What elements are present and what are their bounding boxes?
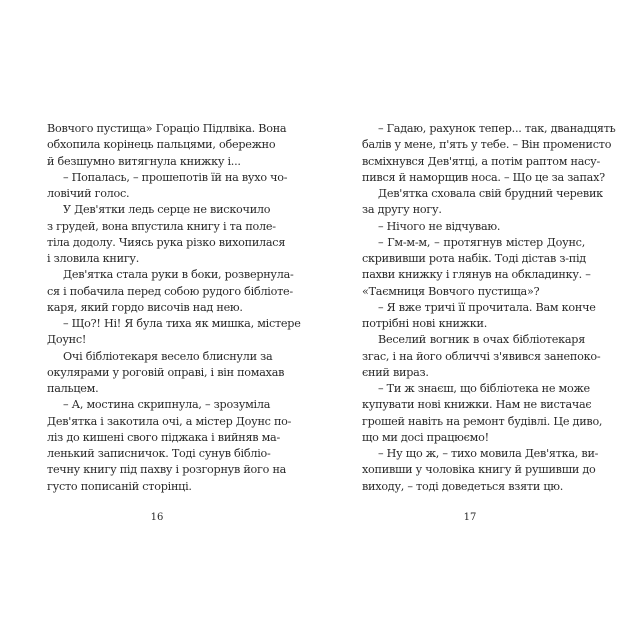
- text-line: пився й наморщив носа. – Що це за запах?: [362, 170, 605, 184]
- text-line: – Ти ж знаєш, що бібліотека не може: [378, 382, 590, 395]
- text-line: течну книгу під пахву і розгорнув його на: [47, 463, 287, 477]
- text-line: «Таємниця Вовчого пустища»?: [362, 284, 540, 298]
- text-line: густо пописаній сторінці.: [47, 479, 192, 493]
- text-line: ленький записничок. Тоді сунув бібліо-: [47, 447, 271, 460]
- text-line: окулярами у роговій оправі, і він помахав: [47, 365, 285, 379]
- text-line: єний вираз.: [362, 365, 429, 379]
- text-line: – Попалась, – прошепотів їй на вухо чо-: [63, 170, 288, 184]
- text-line: за другу ногу.: [362, 203, 442, 217]
- page-number: 17: [463, 512, 477, 523]
- right-page: [315, 0, 630, 630]
- text-line: Доунс!: [47, 333, 87, 347]
- text-line: ловічий голос.: [47, 187, 130, 200]
- text-line: що ми досі працюємо!: [362, 430, 489, 444]
- text-line: грошей навіть на ремонт будівлі. Це диво,: [362, 414, 603, 428]
- text-line: обхопила корінець пальцями, обережно: [47, 138, 276, 152]
- text-line: Веселий вогник в очах бібліотекаря: [378, 333, 585, 347]
- text-line: і зловила книгу.: [47, 252, 140, 265]
- text-line: згас, і на його обличчі з'явився занепоко-: [362, 349, 601, 363]
- left-page-text: [47, 121, 301, 495]
- text-line: купувати нові книжки. Нам не вистачає: [362, 398, 592, 412]
- text-line: – Гм-м-м, – протягнув містер Доунс,: [378, 235, 585, 249]
- text-line: – Ну що ж, – тихо мовила Дев'ятка, ви-: [378, 447, 599, 460]
- right-page-text: [362, 121, 616, 495]
- text-line: виходу, – тоді доведеться взяти цю.: [362, 479, 564, 493]
- text-line: ся і побачила перед собою рудого бібліоте-: [47, 284, 293, 298]
- text-line: – Нічого не відчуваю.: [378, 219, 501, 233]
- text-line: Дев'ятка стала руки в боки, розвернула-: [63, 268, 294, 282]
- text-line: балів у мене, п'ять у тебе. – Він променисто: [362, 138, 612, 152]
- text-line: Дев'ятка сховала свій брудний черевик: [378, 187, 603, 200]
- text-line: – Що?! Ні! Я була тиха як мишка, містере: [63, 317, 301, 330]
- text-line: каря, який гордо височів над нею.: [47, 300, 243, 314]
- text-line: Очі бібліотекаря весело блиснули за: [63, 349, 273, 363]
- text-line: – Я вже тричі її прочитала. Вам конче: [378, 300, 596, 314]
- text-line: Дев'ятка і закотила очі, а містер Доунс по-: [47, 414, 292, 428]
- text-line: У Дев'ятки ледь серце не вискочило: [63, 203, 271, 217]
- text-line: всміхнувся Дев'ятці, а потім раптом насу-: [362, 154, 601, 168]
- text-line: пахви книжку і глянув на обкладинку. –: [362, 268, 591, 282]
- text-line: потрібні нові книжки.: [362, 317, 488, 330]
- text-line: Вовчого пустища» Гораціо Підлвіка. Вона: [47, 122, 287, 135]
- text-line: пальцем.: [47, 382, 99, 395]
- text-line: скрививши рота набік. Тоді дістав з-під: [362, 252, 586, 265]
- text-line: тіла додолу. Чиясь рука різко вихопилася: [47, 235, 286, 249]
- text-line: – Гадаю, рахунок тепер... так, дванадцять: [378, 122, 616, 135]
- text-line: з грудей, вона впустила книгу і та поле-: [47, 219, 276, 233]
- text-line: ліз до кишені свого піджака і вийняв ма-: [47, 430, 281, 444]
- text-line: й безшумно витягнула книжку і...: [47, 154, 241, 168]
- text-line: хопивши у чоловіка книгу й рушивши до: [362, 463, 596, 477]
- text-line: – А, мостина скрипнула, – зрозуміла: [63, 398, 271, 412]
- page-number: 16: [150, 512, 164, 523]
